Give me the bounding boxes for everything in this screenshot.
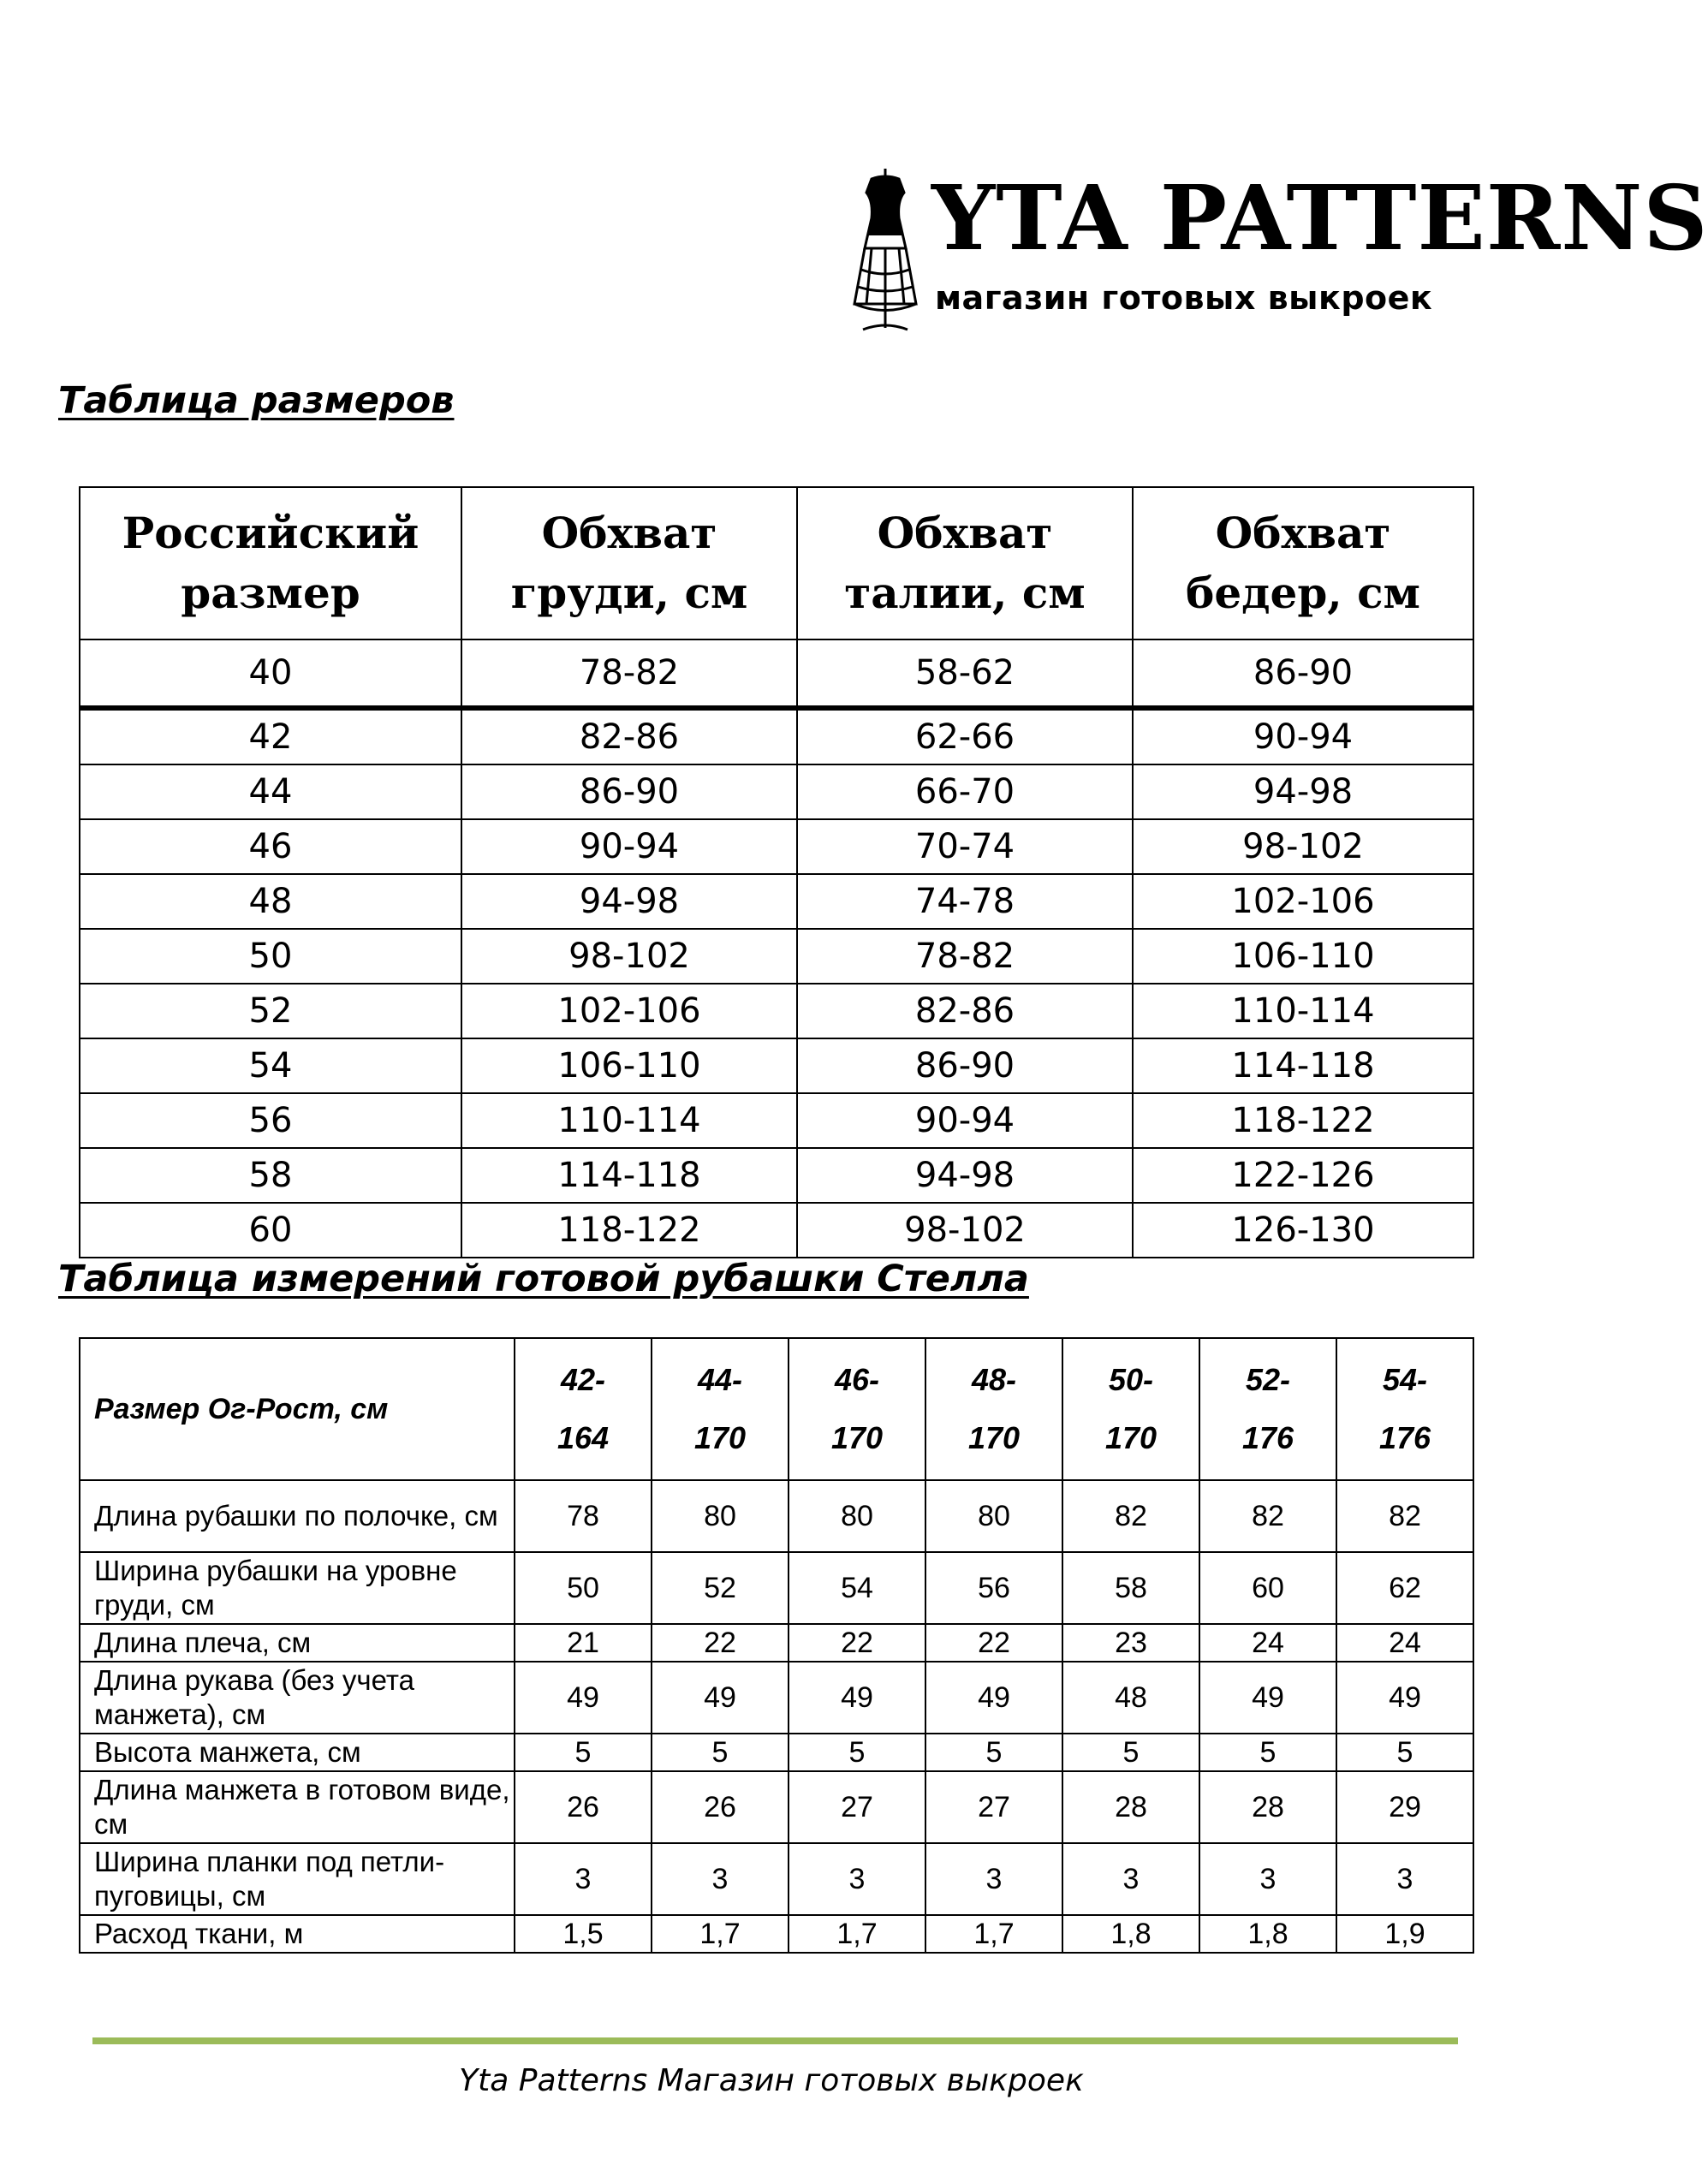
measurement-value: 1,8 xyxy=(1062,1915,1199,1953)
hips-cell: 122-126 xyxy=(1133,1148,1473,1203)
measurement-value: 1,7 xyxy=(652,1915,789,1953)
table-row xyxy=(80,1093,1473,1148)
waist-cell: 86-90 xyxy=(797,1038,1133,1093)
measurement-value: 49 xyxy=(925,1662,1062,1734)
hips-cell: 90-94 xyxy=(1133,708,1473,764)
size-cell: 42 xyxy=(80,708,461,764)
measurement-value: 28 xyxy=(1199,1771,1336,1843)
chest-cell: 90-94 xyxy=(461,819,797,874)
size-cell: 52 xyxy=(80,984,461,1038)
header-waist: Обхват талии, см xyxy=(797,487,1133,639)
table-row xyxy=(80,1843,1473,1915)
measurement-label: Ширина планки под петли-пуговицы, см xyxy=(80,1843,515,1915)
table-row xyxy=(80,1552,1473,1624)
chest-cell: 82-86 xyxy=(461,708,797,764)
chest-cell: 98-102 xyxy=(461,929,797,984)
measurement-value: 22 xyxy=(652,1624,789,1662)
waist-cell: 82-86 xyxy=(797,984,1133,1038)
measurement-label: Длина рубашки по полочке, см xyxy=(80,1480,515,1552)
measurement-value: 48 xyxy=(1062,1662,1199,1734)
measurement-value: 82 xyxy=(1062,1480,1199,1552)
measurement-value: 3 xyxy=(1336,1843,1473,1915)
waist-cell: 70-74 xyxy=(797,819,1133,874)
measurement-value: 3 xyxy=(1199,1843,1336,1915)
measurement-value: 49 xyxy=(652,1662,789,1734)
table-row xyxy=(80,708,1473,764)
size-cell: 58 xyxy=(80,1148,461,1203)
measurement-value: 3 xyxy=(1062,1843,1199,1915)
measurement-value: 22 xyxy=(925,1624,1062,1662)
size-cell: 50 xyxy=(80,929,461,984)
measurement-label: Высота манжета, см xyxy=(80,1734,515,1771)
chest-cell: 110-114 xyxy=(461,1093,797,1148)
waist-cell: 74-78 xyxy=(797,874,1133,929)
hips-cell: 110-114 xyxy=(1133,984,1473,1038)
size-cell: 44 xyxy=(80,764,461,819)
measurement-value: 5 xyxy=(652,1734,789,1771)
measurement-label: Длина манжета в готовом виде, см xyxy=(80,1771,515,1843)
header-chest: Обхват груди, см xyxy=(461,487,797,639)
size-cell: 40 xyxy=(80,639,461,708)
table-row xyxy=(80,929,1473,984)
header-size-height: Размер Ог-Рост, см xyxy=(80,1338,515,1480)
table-row xyxy=(80,1662,1473,1734)
measurement-value: 5 xyxy=(789,1734,925,1771)
table-row xyxy=(80,984,1473,1038)
header-hips: Обхват бедер, см xyxy=(1133,487,1473,639)
waist-cell: 94-98 xyxy=(797,1148,1133,1203)
table-row xyxy=(80,1624,1473,1662)
hips-cell: 98-102 xyxy=(1133,819,1473,874)
waist-cell: 66-70 xyxy=(797,764,1133,819)
measurement-value: 1,5 xyxy=(515,1915,652,1953)
measurement-value: 80 xyxy=(652,1480,789,1552)
waist-cell: 58-62 xyxy=(797,639,1133,708)
measurement-value: 1,7 xyxy=(789,1915,925,1953)
chest-cell: 78-82 xyxy=(461,639,797,708)
measurement-value: 49 xyxy=(1336,1662,1473,1734)
header-size-column: 44- 170 xyxy=(652,1338,789,1480)
measurement-value: 1,9 xyxy=(1336,1915,1473,1953)
measurement-value: 3 xyxy=(652,1843,789,1915)
measurement-label: Длина рукава (без учета манжета), см xyxy=(80,1662,515,1734)
measurement-value: 1,8 xyxy=(1199,1915,1336,1953)
measurement-value: 49 xyxy=(789,1662,925,1734)
waist-cell: 98-102 xyxy=(797,1203,1133,1258)
mannequin-icon xyxy=(846,167,925,334)
measurement-value: 5 xyxy=(1336,1734,1473,1771)
measurement-value: 23 xyxy=(1062,1624,1199,1662)
header-size-column: 52- 176 xyxy=(1199,1338,1336,1480)
table-row xyxy=(80,1734,1473,1771)
measurement-value: 49 xyxy=(515,1662,652,1734)
hips-cell: 94-98 xyxy=(1133,764,1473,819)
table-row xyxy=(80,1148,1473,1203)
measurement-value: 26 xyxy=(515,1771,652,1843)
table-row xyxy=(80,819,1473,874)
table-row xyxy=(80,764,1473,819)
table-row xyxy=(80,874,1473,929)
hips-cell: 118-122 xyxy=(1133,1093,1473,1148)
measurement-value: 82 xyxy=(1199,1480,1336,1552)
size-cell: 46 xyxy=(80,819,461,874)
measurement-value: 5 xyxy=(515,1734,652,1771)
measurement-value: 21 xyxy=(515,1624,652,1662)
measurement-value: 5 xyxy=(1199,1734,1336,1771)
brand-title: YTA PATTERNS xyxy=(931,165,1708,271)
header-size-column: 48- 170 xyxy=(925,1338,1062,1480)
size-table-header xyxy=(80,487,1473,639)
measurement-value: 24 xyxy=(1336,1624,1473,1662)
measurement-value: 28 xyxy=(1062,1771,1199,1843)
brand-logo xyxy=(846,165,1708,334)
measurement-value: 80 xyxy=(789,1480,925,1552)
table-row xyxy=(80,1480,1473,1552)
header-size-column: 54- 176 xyxy=(1336,1338,1473,1480)
measurement-value: 62 xyxy=(1336,1552,1473,1624)
hips-cell: 106-110 xyxy=(1133,929,1473,984)
size-table xyxy=(79,486,1474,1258)
chest-cell: 94-98 xyxy=(461,874,797,929)
waist-cell: 62-66 xyxy=(797,708,1133,764)
measurement-value: 5 xyxy=(925,1734,1062,1771)
measurement-value: 54 xyxy=(789,1552,925,1624)
measurement-value: 60 xyxy=(1199,1552,1336,1624)
measurement-label: Ширина рубашки на уровне груди, см xyxy=(80,1552,515,1624)
measurement-value: 3 xyxy=(925,1843,1062,1915)
measurement-value: 5 xyxy=(1062,1734,1199,1771)
measurement-value: 49 xyxy=(1199,1662,1336,1734)
size-cell: 48 xyxy=(80,874,461,929)
measurement-value: 58 xyxy=(1062,1552,1199,1624)
table-row xyxy=(80,1038,1473,1093)
measurement-label: Длина плеча, см xyxy=(80,1624,515,1662)
measurement-value: 27 xyxy=(925,1771,1062,1843)
brand-subtitle: магазин готовых выкроек xyxy=(935,279,1433,317)
size-table-title: Таблица размеров xyxy=(58,379,455,422)
hips-cell: 126-130 xyxy=(1133,1203,1473,1258)
measurement-value: 3 xyxy=(789,1843,925,1915)
hips-cell: 86-90 xyxy=(1133,639,1473,708)
measurement-value: 22 xyxy=(789,1624,925,1662)
measurement-label: Расход ткани, м xyxy=(80,1915,515,1953)
table-row xyxy=(80,1915,1473,1953)
measurement-value: 1,7 xyxy=(925,1915,1062,1953)
measurement-value: 27 xyxy=(789,1771,925,1843)
chest-cell: 86-90 xyxy=(461,764,797,819)
measurement-value: 29 xyxy=(1336,1771,1473,1843)
chest-cell: 118-122 xyxy=(461,1203,797,1258)
header-size-column: 42- 164 xyxy=(515,1338,652,1480)
chest-cell: 102-106 xyxy=(461,984,797,1038)
chest-cell: 114-118 xyxy=(461,1148,797,1203)
footer-divider xyxy=(92,2037,1458,2044)
table-row xyxy=(80,639,1473,708)
hips-cell: 114-118 xyxy=(1133,1038,1473,1093)
header-size-column: 46- 170 xyxy=(789,1338,925,1480)
chest-cell: 106-110 xyxy=(461,1038,797,1093)
table-row xyxy=(80,1203,1473,1258)
measurement-value: 26 xyxy=(652,1771,789,1843)
measure-table xyxy=(79,1337,1474,1954)
measurement-value: 82 xyxy=(1336,1480,1473,1552)
waist-cell: 78-82 xyxy=(797,929,1133,984)
measurement-value: 56 xyxy=(925,1552,1062,1624)
measurement-value: 3 xyxy=(515,1843,652,1915)
measurement-value: 52 xyxy=(652,1552,789,1624)
header-size-column: 50- 170 xyxy=(1062,1338,1199,1480)
hips-cell: 102-106 xyxy=(1133,874,1473,929)
footer-text: Yta Patterns Магазин готовых выкроек xyxy=(459,2063,1084,2098)
size-cell: 60 xyxy=(80,1203,461,1258)
header-russian-size: Российский размер xyxy=(80,487,461,639)
measure-table-header xyxy=(80,1338,1473,1480)
measurement-value: 24 xyxy=(1199,1624,1336,1662)
waist-cell: 90-94 xyxy=(797,1093,1133,1148)
size-cell: 56 xyxy=(80,1093,461,1148)
table-row xyxy=(80,1771,1473,1843)
measurement-value: 80 xyxy=(925,1480,1062,1552)
measurement-value: 78 xyxy=(515,1480,652,1552)
size-cell: 54 xyxy=(80,1038,461,1093)
measurement-value: 50 xyxy=(515,1552,652,1624)
measure-table-title: Таблица измерений готовой рубашки Стелла xyxy=(58,1258,1029,1300)
